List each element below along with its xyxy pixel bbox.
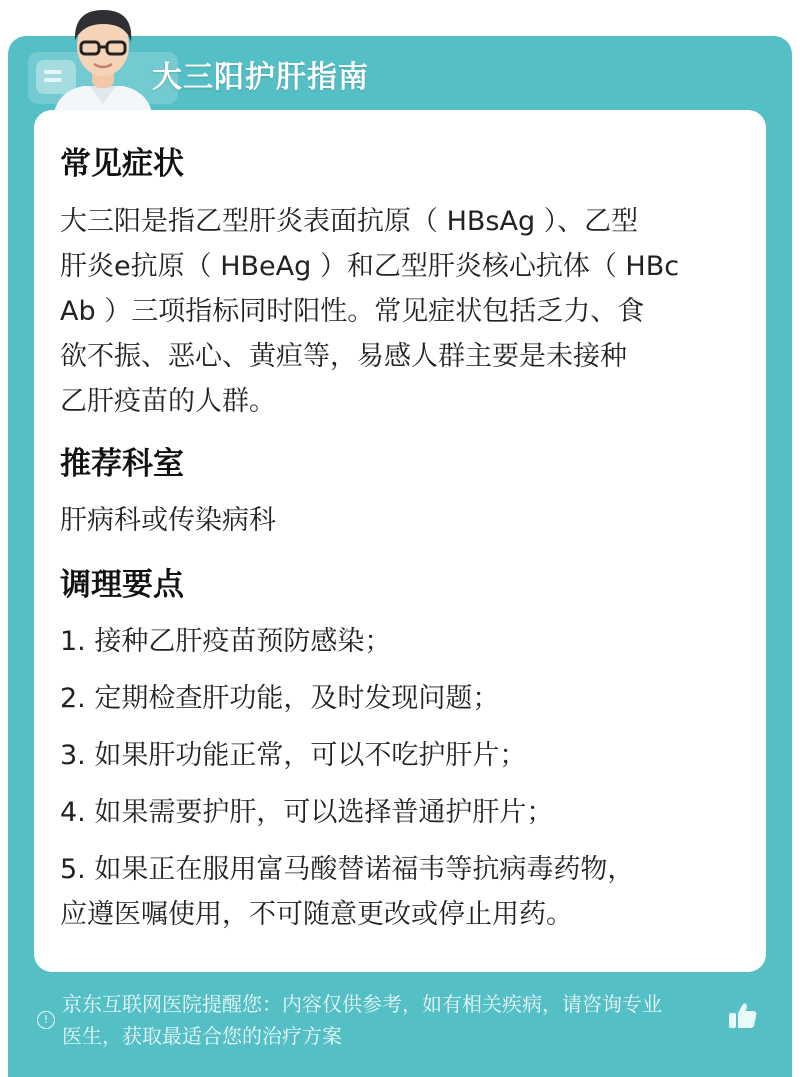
symptoms-line-2: 肝炎e抗原（ HBeAg ）和乙型肝炎核心抗体（ HBc: [60, 251, 680, 282]
symptoms-line-4: 欲不振、恶心、黄疸等，易感人群主要是未接种: [60, 341, 627, 372]
section-heading-symptoms: 常见症状: [60, 146, 184, 182]
department-text: 肝病科或传染病科: [60, 505, 276, 536]
care-item-3: 3. 如果肝功能正常，可以不吃护肝片；: [60, 740, 527, 771]
symptoms-line-5: 乙肝疫苗的人群。: [60, 386, 276, 417]
section-heading-care: 调理要点: [60, 567, 184, 603]
content-card: [34, 110, 766, 972]
disclaimer-line-2: 医生，获取最适合您的治疗方案: [62, 1024, 342, 1048]
section-heading-department: 推荐科室: [60, 446, 184, 482]
care-item-5-continued: 应遵医嘱使用，不可随意更改或停止用药。: [60, 899, 573, 930]
care-item-4: 4. 如果需要护肝，可以选择普通护肝片；: [60, 797, 554, 828]
disclaimer: [62, 988, 732, 1052]
care-item-1: 1. 接种乙肝疫苗预防感染；: [60, 626, 392, 657]
care-item-2: 2. 定期检查肝功能，及时发现问题；: [60, 683, 500, 714]
disclaimer-line-1: 京东互联网医院提醒您：内容仅供参考，如有相关疾病，请咨询专业: [62, 992, 662, 1016]
page-title: 大三阳护肝指南: [152, 60, 369, 95]
symptoms-line-3: Ab ）三项指标同时阳性。常见症状包括乏力、食: [60, 296, 645, 327]
thumbs-up-icon[interactable]: [726, 999, 758, 1031]
care-item-5: 5. 如果正在服用富马酸替诺福韦等抗病毒药物，: [60, 854, 635, 885]
info-icon: !: [37, 1011, 55, 1029]
doctor-avatar: [48, 0, 158, 118]
symptoms-line-1: 大三阳是指乙型肝炎表面抗原（ HBsAg ）、乙型: [60, 206, 639, 237]
